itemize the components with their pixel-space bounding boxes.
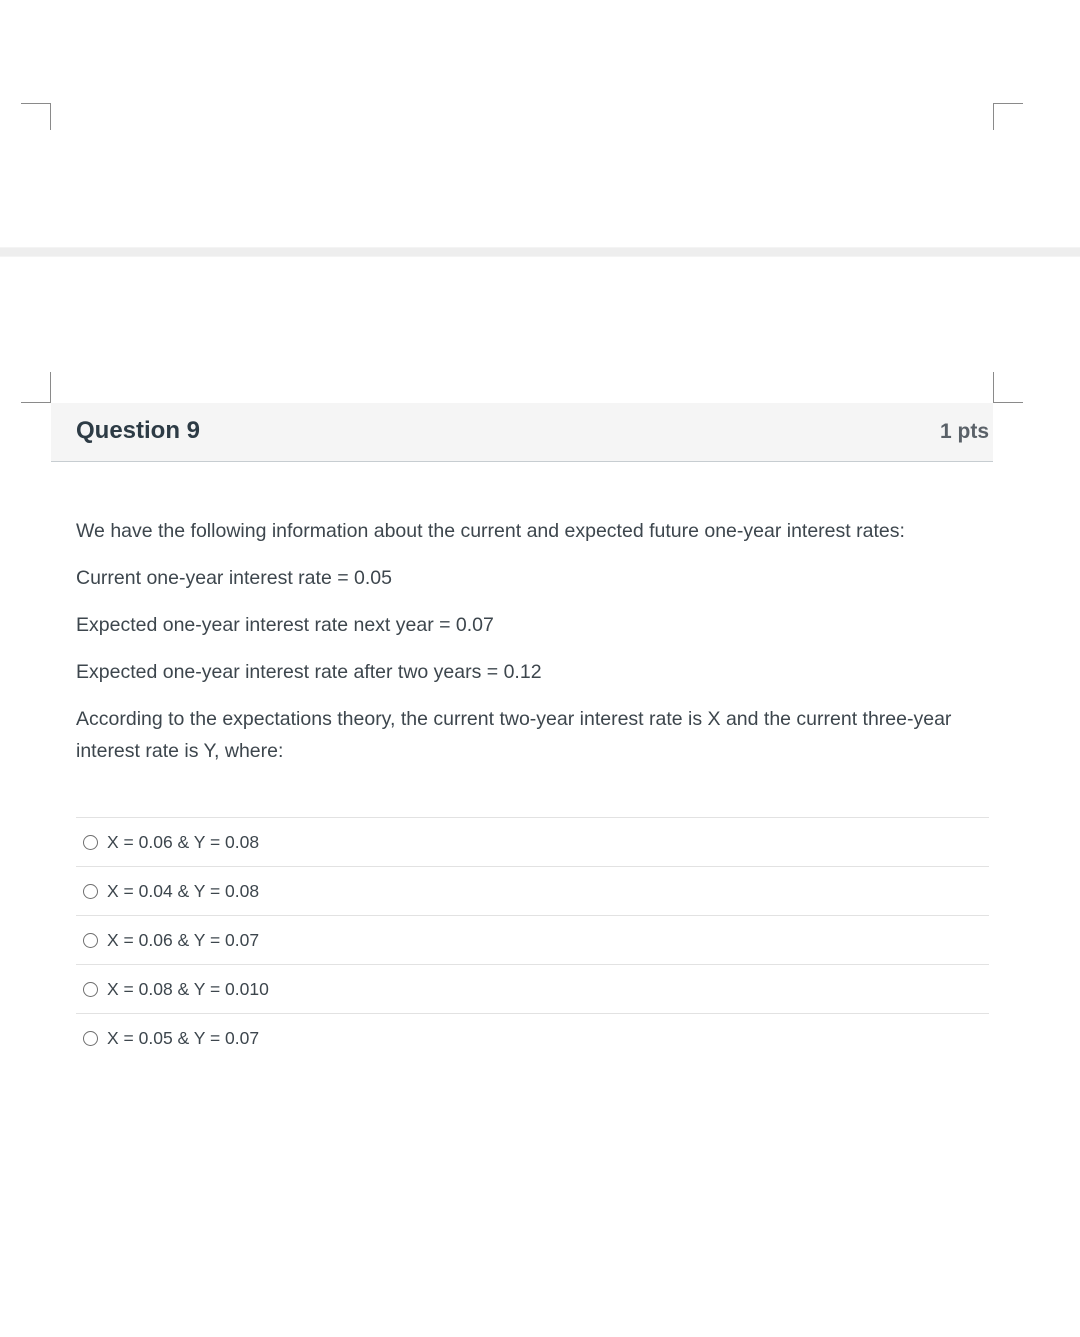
question-fact-two-years-rate: Expected one-year interest rate after two years = 0.12 [76,661,542,683]
question-intro: We have the following information about the current and expected future one-year interest rates: [76,520,905,542]
question-text [76,515,996,782]
answer-label: X = 0.04 & Y = 0.08 [107,880,260,901]
answer-option-3[interactable] [76,915,989,964]
question-points: 1 pts [939,420,989,443]
answer-list [76,817,989,1062]
question-fact-current-rate: Current one-year interest rate = 0.05 [76,567,392,589]
radio-button-icon[interactable] [83,933,98,948]
crop-mark-bottom-left [21,372,51,403]
question-prompt: According to the expectations theory, the current two-year interest rate is X and the current three-year interest rate is Y, where: [76,708,952,762]
page-divider [0,247,1080,257]
answer-option-4[interactable] [76,964,989,1013]
question-card [51,403,993,462]
question-title: Question 9 [76,417,201,444]
crop-mark-top-left [21,103,51,130]
answer-option-5[interactable] [76,1013,989,1062]
radio-button-icon[interactable] [83,884,98,899]
question-fact-next-year-rate: Expected one-year interest rate next year = 0.07 [76,614,494,636]
answer-label: X = 0.08 & Y = 0.010 [107,978,269,999]
radio-button-icon[interactable] [83,1031,98,1046]
answer-option-2[interactable] [76,866,989,915]
crop-mark-top-right [993,103,1023,130]
answer-option-1[interactable] [76,817,989,866]
answer-label: X = 0.05 & Y = 0.07 [107,1027,260,1048]
crop-mark-bottom-right [993,372,1023,403]
radio-button-icon[interactable] [83,835,98,850]
answer-label: X = 0.06 & Y = 0.08 [107,831,260,852]
radio-button-icon[interactable] [83,982,98,997]
answer-label: X = 0.06 & Y = 0.07 [107,929,260,950]
question-header [51,403,993,462]
